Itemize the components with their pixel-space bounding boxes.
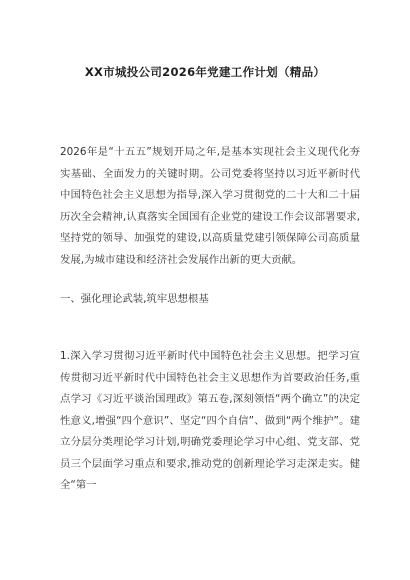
item-number: 1. <box>60 350 70 362</box>
section-heading: 一、强化理论武装,筑牢思想根基 <box>60 293 209 305</box>
item-text: 深入学习贯彻习近平新时代中国特色社会主义思想。把学习宣传贯彻习近平新时代中国特色社会主义思想作为首要政治任务,重点学习《习近平谈治国理政》第五卷,深刻领悟“两个确立”的决定性意义,增强“四个意识”、坚定“四个自信”、做到“两个维护”。建立分层分类理论学习计划,明确党委理论学习中心组、党支部、党员三个层面学习重点和要求,推动党的创新理论学习走深走实。健全“第一 <box>60 350 360 491</box>
document-title: XX市城投公司2026年党建工作计划（精品） <box>84 65 326 79</box>
intro-paragraph: 2026年是“十五五”规划开局之年,是基本实现社会主义现代化夯实基础、全面发力的关键时期。公司党委将坚持以习近平新时代中国特色社会主义思想为指导,深入学习贯彻党的二十大和二十届历次全会精神,认真落实全国国有企业党的建设工作会议部署要求,坚持党的领导、加强党的建设,以高质量党建引领保障公司高质量发展,为城市建设和经济社会发展作出新的更大贡献。 <box>60 146 360 266</box>
list-item <box>60 346 360 497</box>
